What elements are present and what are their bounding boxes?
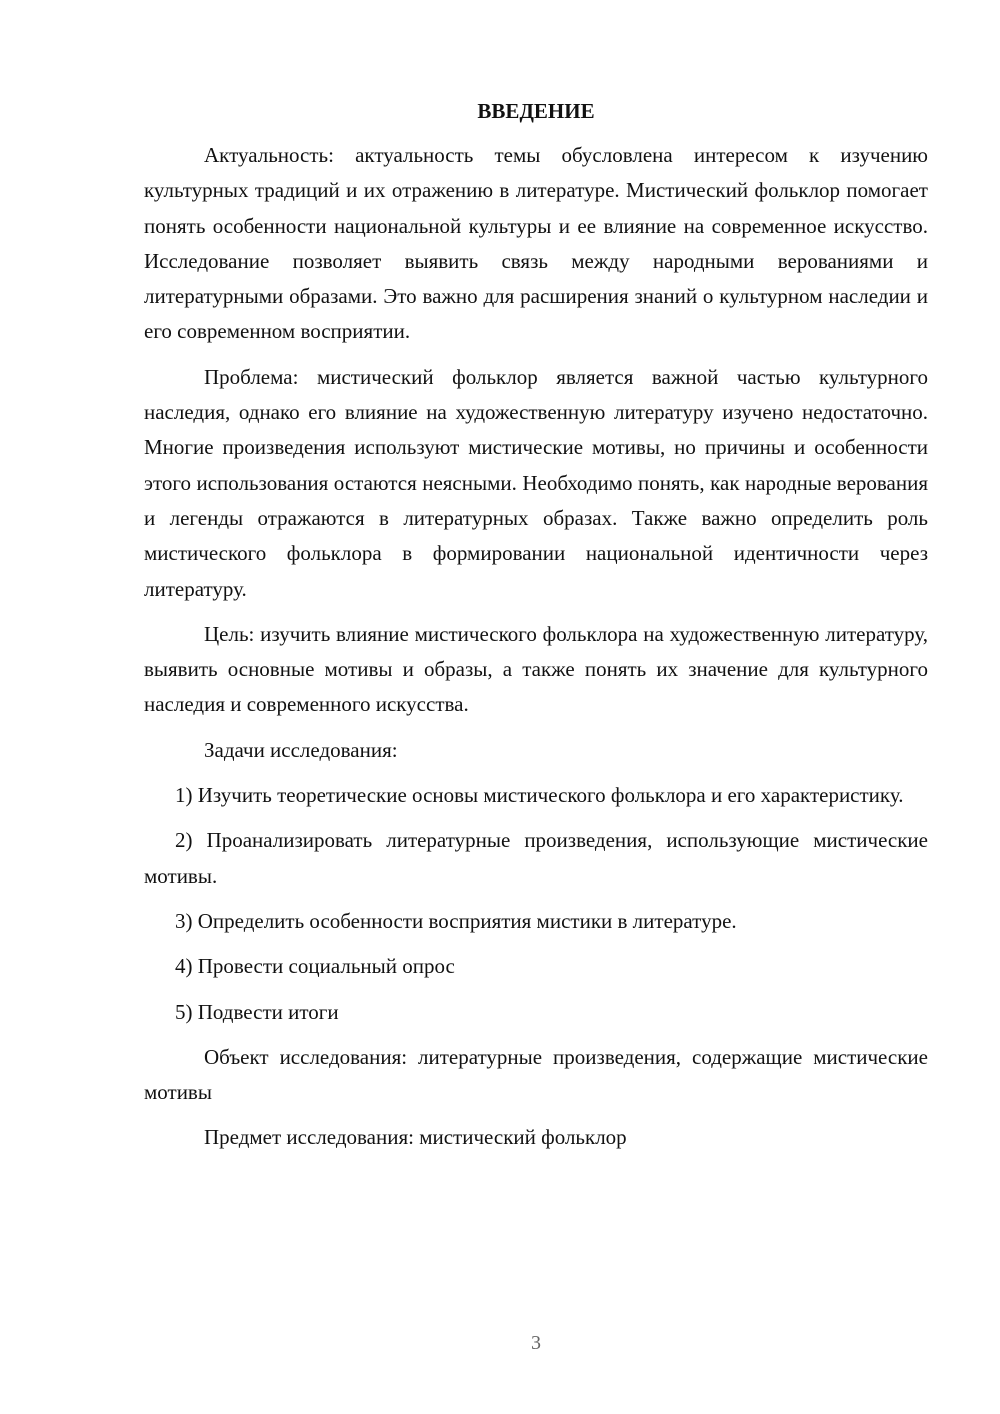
page-number: 3 (531, 1332, 541, 1354)
page-content (144, 96, 928, 1166)
research-subject-paragraph: Предмет исследования: мистический фольклор (204, 1125, 627, 1150)
research-object-paragraph: Объект исследования: литературные произведения, содержащие мистические мотивы (144, 1044, 928, 1105)
section-title: ВВЕДЕНИЕ (477, 99, 595, 123)
task-item-2: 2) Проанализировать литературные произведения, использующие мистические мотивы. (144, 828, 928, 888)
task-item-1: 1) Изучить теоретические основы мистического фольклора и его характеристику. (175, 783, 904, 808)
task-item-3: 3) Определить особенности восприятия мистики в литературе. (175, 908, 737, 933)
task-item-5: 5) Подвести итоги (175, 999, 339, 1024)
tasks-heading: Задачи исследования: (204, 737, 398, 762)
task-item-4: 4) Провести социальный опрос (175, 954, 455, 979)
problem-paragraph: Проблема: мистический фольклор является важной частью культурного наследия, однако его влияние на художественную литературу изучено недостаточно. Многие произведения используют мистические мотивы, но причины и особенности этого использования остаются неясными. Необходимо понять, как народные верования и легенды отражаются в литературных образах. Также важно определить роль мистического фольклора в формировании национальной идентичности через литературу. (144, 364, 928, 601)
relevance-paragraph: Актуальность: актуальность темы обусловлена интересом к изучению культурных традиций и их отражению в литературе. Мистический фольклор помогает понять особенности национальной культуры и ее влияние на современное искусство. Исследование позволяет выявить связь между народными верованиями и литературными образами. Это важно для расширения знаний о культурном наследии и его современном восприятии. (144, 143, 928, 344)
goal-paragraph: Цель: изучить влияние мистического фольклора на художественную литературу, выявить основные мотивы и образы, а также понять их значение для культурного наследия и современного искусства. (144, 621, 928, 717)
